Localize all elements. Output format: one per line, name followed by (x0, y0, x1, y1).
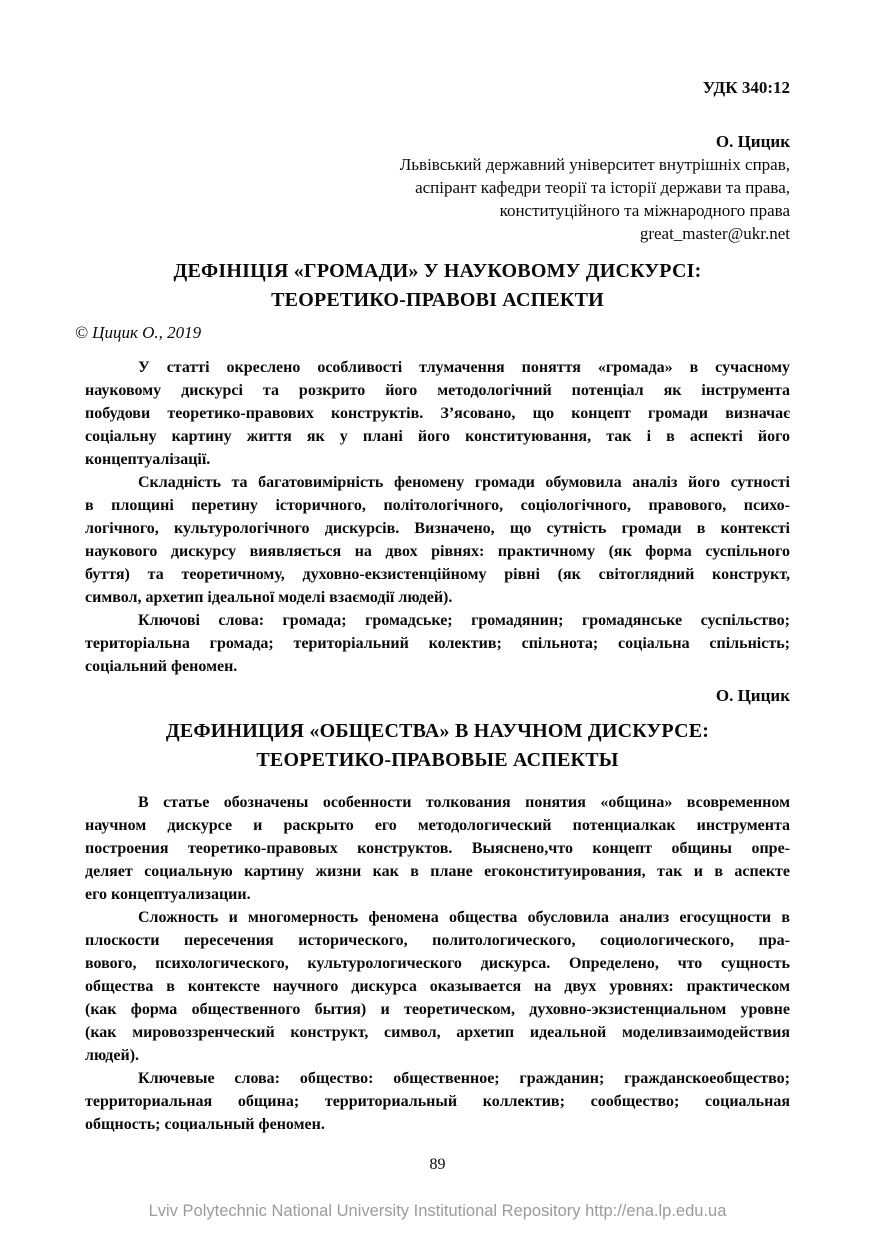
author-email: great_master@ukr.net (639, 224, 790, 243)
text-line: его концептуализации. (85, 886, 251, 903)
copyright-line: © Цицик О., 2019 (75, 323, 202, 342)
text-line: науковому дискурсі та розкрито його методологічний потенціал як інструмента (85, 382, 790, 399)
article-title-russian (85, 717, 790, 775)
abstract-ukrainian (85, 356, 790, 678)
keywords-russian (85, 1067, 790, 1136)
text-line: логічного, культурологічного дискурсів. Визначено, що сутність громади в контексті (85, 520, 790, 537)
text-line: буття) та теоретичному, духовно-екзистенційному рівні (як світоглядний конструкт, (85, 566, 790, 583)
text-line: наукового дискурсу виявляється на двох рівнях: практичному (як форма суспільного (85, 543, 790, 560)
page-number: 89 (429, 1156, 446, 1173)
text-line: научном дискурсе и раскрыто его методологический потенциалкак инструмента (85, 817, 790, 834)
text-line: территориальная община; территориальный коллектив; сообщество; социальная (85, 1093, 790, 1110)
text-line: (как мировоззренческий конструкт, символ, архетип идеальной моделивзаимодействия (85, 1024, 790, 1041)
author-name: О. Цицик (715, 132, 790, 151)
text-line: соціальний феномен. (85, 658, 238, 675)
text-line: ТЕОРЕТИКО-ПРАВОВЫЕ АСПЕКТЫ (256, 749, 619, 771)
text-line: Складність та багатовимірність феномену громади обумовила аналіз його сутності (138, 474, 790, 491)
text-line: побудови теоретико-правових конструктів. З’ясовано, що концепт громади визначає (85, 405, 790, 422)
text-line: общность; социальный феномен. (85, 1116, 325, 1133)
text-line: концептуалізації. (85, 451, 211, 468)
text-line: У статті окреслено особливості тлумачення поняття «громада» в сучасному (138, 359, 790, 376)
text-line: конституційного та міжнародного права (499, 201, 790, 220)
text-line: соціальну картину життя як у плані його конституювання, так і в аспекті його (85, 428, 790, 445)
text-line: символ, архетип ідеальної моделі взаємодії людей). (85, 589, 453, 606)
text-line: аспірант кафедри теорії та історії держави та права, (415, 178, 790, 197)
author-block (85, 130, 790, 245)
abstract-russian (85, 791, 790, 1136)
text-line: в площині перетину історичного, політологічного, соціологічного, правового, психо- (85, 497, 790, 514)
text-line: Ключевые слова: общество: общественное; гражданин; гражданскоеобщество; (138, 1070, 790, 1087)
text-line: Львівський державний університет внутрішніх справ, (399, 155, 790, 174)
text-line: (как форма общественного бытия) и теоретическом, духовно-экзистенциальном уровне (85, 1001, 790, 1018)
repository-footer: Lviv Polytechnic National University Institutional Repository http://ena.lp.edu.ua (148, 1202, 727, 1220)
udc-classification: УДК 340:12 (702, 78, 790, 97)
text-line: вового, психологического, культурологического дискурса. Определено, что сущность (85, 955, 790, 972)
article-title-ukrainian (85, 257, 790, 315)
text-line: Ключові слова: громада; громадське; громадянин; громадянське суспільство; (138, 612, 790, 629)
abstract-paragraph (85, 471, 790, 609)
abstract-paragraph (85, 906, 790, 1067)
author-byline-russian: О. Цицик (715, 686, 790, 705)
author-affiliation (85, 153, 790, 222)
text-line: ДЕФІНІЦІЯ «ГРОМАДИ» У НАУКОВОМУ ДИСКУРСІ: (173, 260, 702, 282)
text-line: В статье обозначены особенности толкования понятия «община» всовременном (138, 794, 790, 811)
text-line: Сложность и многомерность феномена общества обусловила анализ егосущности в (138, 909, 790, 926)
text-line: деляет социальную картину жизни как в плане егоконституирования, так и в аспекте (85, 863, 790, 880)
keywords-ukrainian (85, 609, 790, 678)
text-line: построения теоретико-правовых конструктов. Выяснено,что концепт общины опре- (85, 840, 790, 857)
text-line: людей). (85, 1047, 140, 1064)
text-line: плоскости пересечения исторического, политологического, социологического, пра- (85, 932, 790, 949)
text-line: ТЕОРЕТИКО-ПРАВОВІ АСПЕКТИ (271, 289, 604, 311)
abstract-paragraph (85, 791, 790, 906)
text-line: общества в контексте научного дискурса оказывается на двух уровнях: практическом (85, 978, 790, 995)
text-line: ДЕФИНИЦИЯ «ОБЩЕСТВА» В НАУЧНОМ ДИСКУРСЕ: (165, 720, 710, 742)
text-line: територіальна громада; територіальний колектив; спільнота; соціальна спільність; (85, 635, 790, 652)
abstract-paragraph (85, 356, 790, 471)
